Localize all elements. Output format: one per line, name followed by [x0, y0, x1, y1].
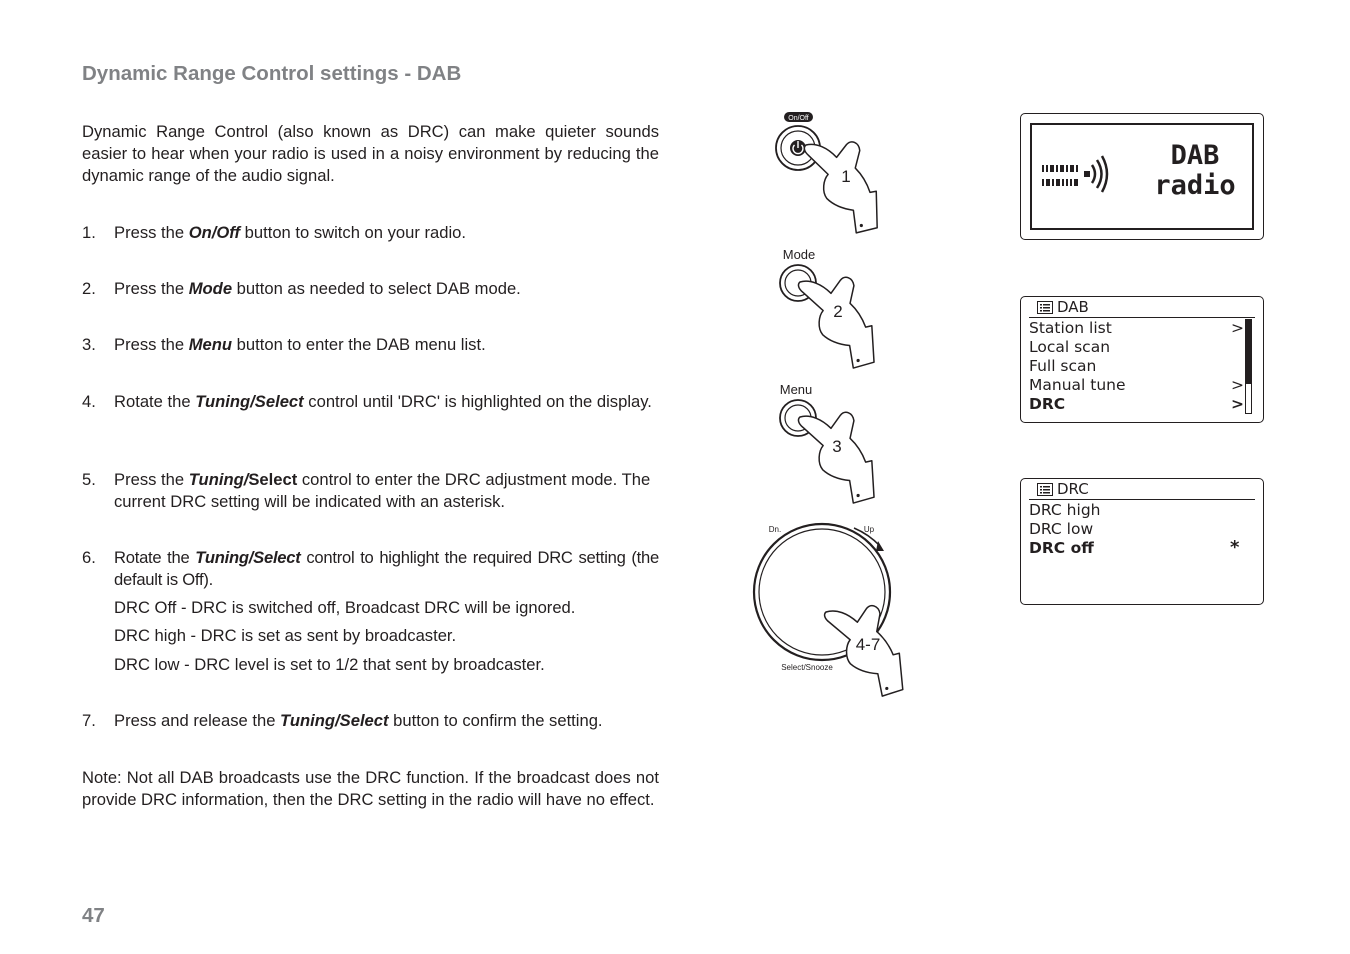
drc-menu-item-high[interactable]: DRC high [1029, 501, 1101, 519]
step-6: 6. Rotate the Tuning/Select control to highlight the required DRC setting (the default is Off). [82, 548, 659, 589]
mode-label: Mode [782, 247, 816, 262]
dab-menu-item-local-scan[interactable]: Local scan [1029, 338, 1111, 356]
drc-menu-item-low[interactable]: DRC low [1029, 520, 1094, 538]
splash-text-line2: radio [1154, 170, 1236, 201]
dab-menu-item-drc[interactable]: DRC [1029, 395, 1066, 413]
option-drc-low: DRC low - DRC level is set to 1/2 that sent by broadcaster. [114, 655, 545, 674]
step-5: 5. Press the Tuning/Select control to enter the DRC adjustment mode. The current DRC setting will be indicated with an asterisk. [82, 470, 651, 511]
mode-step-number: 2 [833, 302, 843, 321]
dial-dn-label: Dn. [768, 525, 782, 534]
dial-label: Select/Snooze [781, 663, 833, 672]
intro-paragraph: Dynamic Range Control (also known as DRC) can make quieter sounds easier to hear when your radio is used in a noisy environment by reducing the dynamic range of the audio signal. [82, 122, 659, 185]
drc-menu-header: DRC [1029, 481, 1255, 500]
splash-text-line1: DAB [1170, 140, 1220, 171]
note-paragraph: Note: Not all DAB broadcasts use the DRC function. If the broadcast does not provide DRC information, then the DRC setting in the radio will have no effect. [82, 768, 659, 809]
chevron-right-icon: > [1231, 319, 1244, 337]
chevron-right-icon: > [1231, 395, 1244, 413]
lcd-splash-screen [1020, 113, 1264, 240]
tuning-dial-illustration [754, 524, 908, 698]
dab-menu-header: DAB [1029, 299, 1255, 318]
drc-menu-item-off[interactable]: DRC off [1029, 539, 1094, 557]
page-title: Dynamic Range Control settings - DAB [82, 62, 462, 85]
menu-label: Menu [779, 382, 813, 397]
dial-step-number: 4-7 [855, 635, 881, 654]
signal-icon [1040, 155, 1130, 205]
onoff-label: On/Off [788, 115, 809, 122]
menu-list-icon [1037, 483, 1053, 496]
option-drc-high: DRC high - DRC is set as sent by broadcaster. [114, 626, 457, 645]
step-4: 4. Rotate the Tuning/Select control until 'DRC' is highlighted on the display. [82, 392, 652, 411]
dab-menu-item-full-scan[interactable]: Full scan [1029, 357, 1097, 375]
lcd-drc-menu [1020, 478, 1264, 605]
onoff-step-number: 1 [841, 167, 851, 186]
menu-button-illustration [780, 382, 883, 505]
step-2: 2. Press the Mode button as needed to select DAB mode. [82, 279, 521, 298]
dab-menu-item-station-list[interactable]: Station list [1029, 319, 1112, 337]
menu-scrollbar[interactable] [1245, 319, 1252, 414]
chevron-right-icon: > [1231, 376, 1244, 394]
dial-up-label: Up [863, 525, 875, 534]
step-1: 1. Press the On/Off button to switch on your radio. [82, 223, 467, 242]
selected-asterisk-icon: * [1230, 537, 1240, 558]
menu-list-icon [1037, 301, 1053, 314]
step-3: 3. Press the Menu button to enter the DAB menu list. [82, 335, 486, 354]
scrollbar-thumb[interactable] [1246, 320, 1251, 384]
menu-step-number: 3 [832, 437, 842, 456]
option-drc-off: DRC Off - DRC is switched off, Broadcast DRC will be ignored. [114, 598, 576, 617]
step-7: 7. Press and release the Tuning/Select button to confirm the setting. [82, 711, 603, 730]
mode-button-illustration [780, 247, 883, 370]
dab-menu-item-manual-tune[interactable]: Manual tune [1029, 376, 1126, 394]
page-number: 47 [82, 904, 105, 927]
onoff-button-illustration [776, 112, 889, 236]
lcd-dab-menu [1020, 296, 1264, 423]
